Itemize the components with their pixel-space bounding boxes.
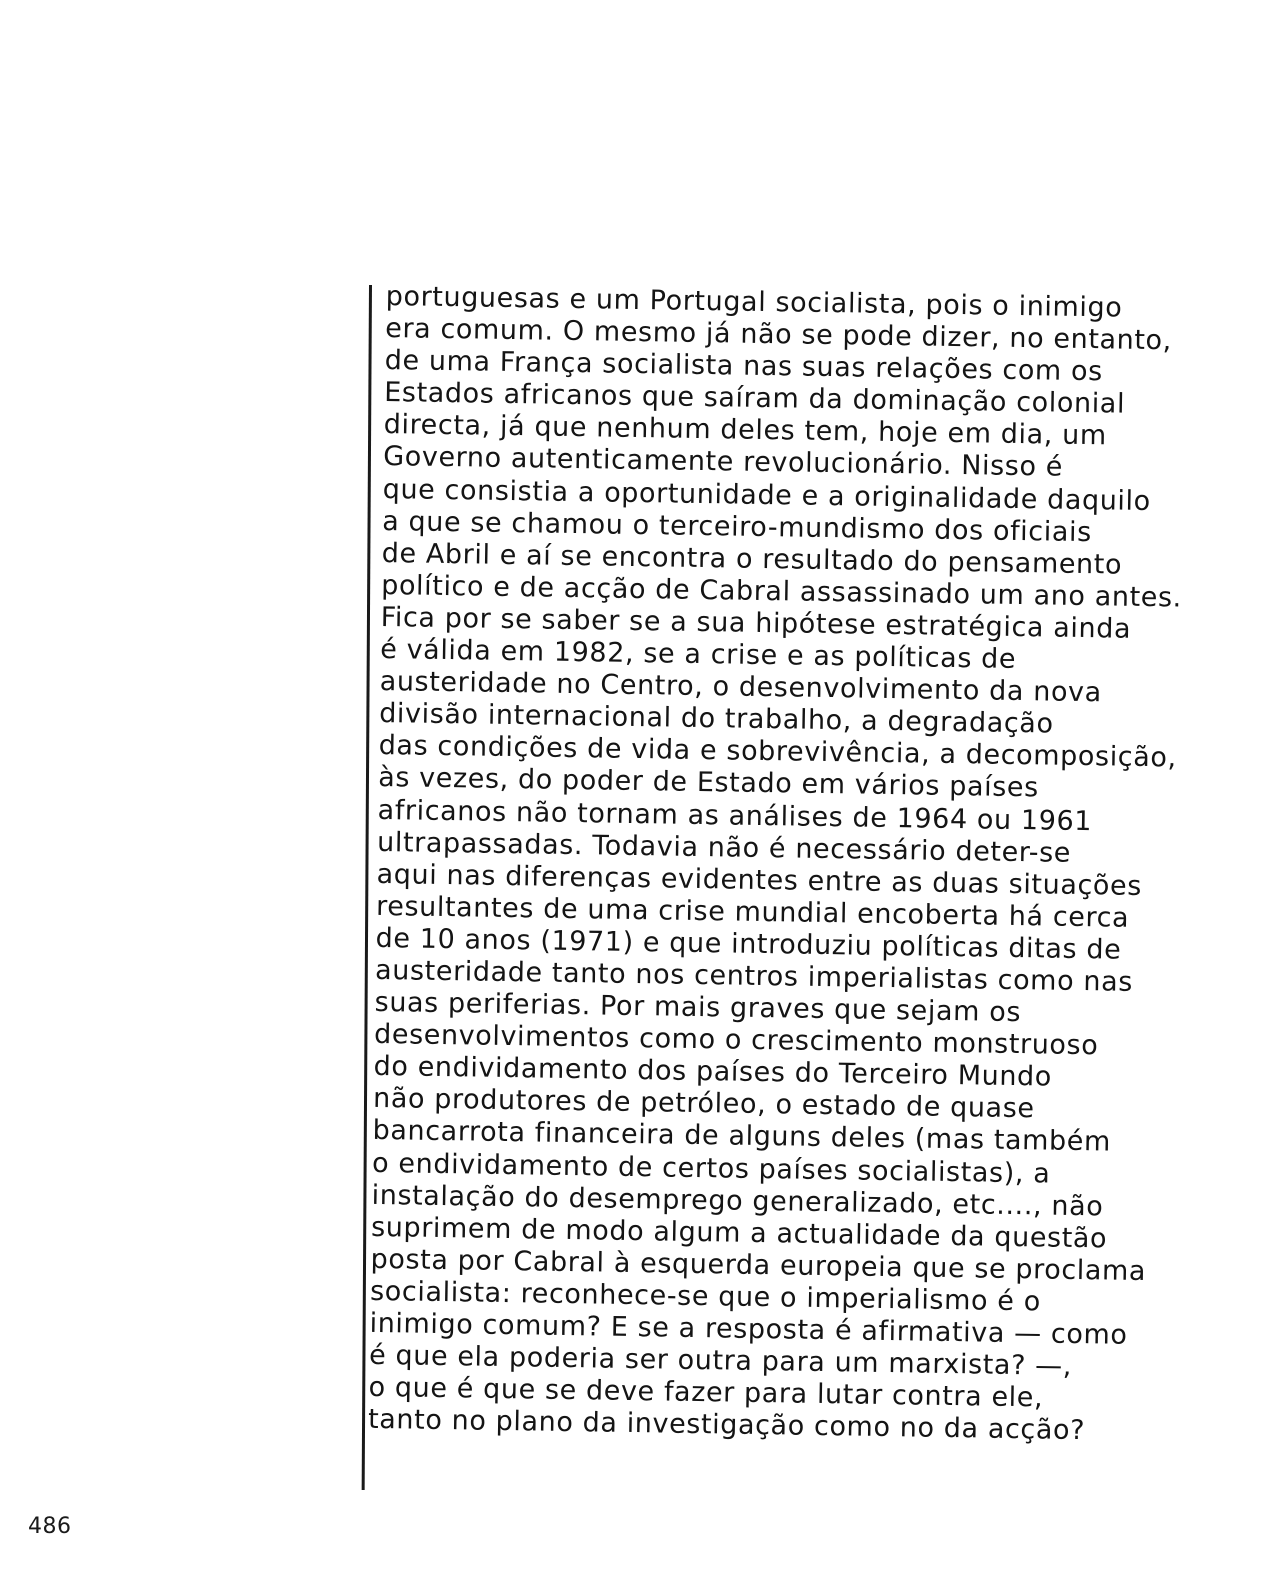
text-line: suprimem de modo algum a actualidade da questão — [370, 1211, 1108, 1255]
text-line: era comum. O mesmo já não se pode dizer, no entanto, — [385, 313, 1173, 357]
text-line: austeridade tanto nos centros imperialistas como nas — [374, 954, 1134, 998]
text-line: não produtores de petróleo, o estado de quase — [372, 1083, 1035, 1125]
text-line: portuguesas e um Portugal socialista, pois o inimigo — [385, 281, 1123, 324]
text-line: de uma França socialista nas suas relações com os — [384, 345, 1104, 388]
text-line: o endividamento de certos países socialistas), a — [371, 1147, 1051, 1190]
text-line: é válida em 1982, se a crise e as políticas de — [379, 633, 1017, 675]
text-line: Fica por se saber se a sua hipótese estratégica ainda — [380, 601, 1132, 645]
text-line: africanos não tornam as análises de 1964 ou 1961 — [377, 794, 1093, 837]
text-line: bancarrota financeira de alguns deles (mas também — [372, 1115, 1112, 1158]
text-line: inimigo comum? E se a resposta é afirmativa — como — [369, 1307, 1128, 1351]
text-line: às vezes, do poder de Estado em vários países — [377, 762, 1040, 804]
text-line: directa, já que nenhum deles tem, hoje em dia, um — [383, 409, 1107, 452]
text-line: é que ela poderia ser outra para um marxista? —, — [368, 1339, 1073, 1383]
text-line: Governo autenticamente revolucionário. Nisso é — [382, 441, 1064, 484]
text-line: posta por Cabral à esquerda europeia que se proclama — [370, 1243, 1147, 1287]
text-line: o que é que se deve fazer para lutar contra ele, — [368, 1372, 1044, 1414]
text-line: político e de acção de Cabral assassinado um ano antes. — [380, 569, 1183, 614]
text-line: a que se chamou o terceiro-mundismo dos oficiais — [381, 505, 1093, 548]
text-line: suas periferias. Por mais graves que sejam os — [374, 986, 1022, 1029]
text-line: que consistia a oportunidade e a originalidade daquilo — [382, 473, 1152, 517]
text-line: instalação do desemprego generalizado, etc...., não — [371, 1179, 1104, 1223]
text-line: austeridade no Centro, o desenvolvimento da nova — [379, 666, 1103, 709]
text-line: ultrapassadas. Todavia não é necessário deter-se — [376, 826, 1072, 869]
text-line: divisão internacional do trabalho, a degradação — [378, 698, 1054, 740]
text-line: resultantes de uma crise mundial encoberta há cerca — [375, 890, 1130, 934]
text-line: desenvolvimentos como o crescimento monstruoso — [373, 1019, 1099, 1062]
text-line: das condições de vida e sobrevivência, a decomposição, — [378, 730, 1177, 774]
text-line: de 10 anos (1971) e que introduziu políticas ditas de — [375, 922, 1122, 966]
text-line: aqui nas diferenças evidentes entre as duas situações — [376, 858, 1143, 902]
text-line: tanto no plano da investigação como no da acção? — [367, 1404, 1086, 1447]
text-line: Estados africanos que saíram da dominação colonial — [384, 377, 1126, 420]
text-line: de Abril e aí se encontra o resultado do pensamento — [381, 537, 1123, 581]
page-number: 486 — [28, 1514, 72, 1539]
text-line: socialista: reconhece-se que o imperialismo é o — [369, 1275, 1042, 1318]
body-text-block — [368, 281, 1246, 1450]
text-line: do endividamento dos países do Terceiro Mundo — [373, 1051, 1053, 1093]
